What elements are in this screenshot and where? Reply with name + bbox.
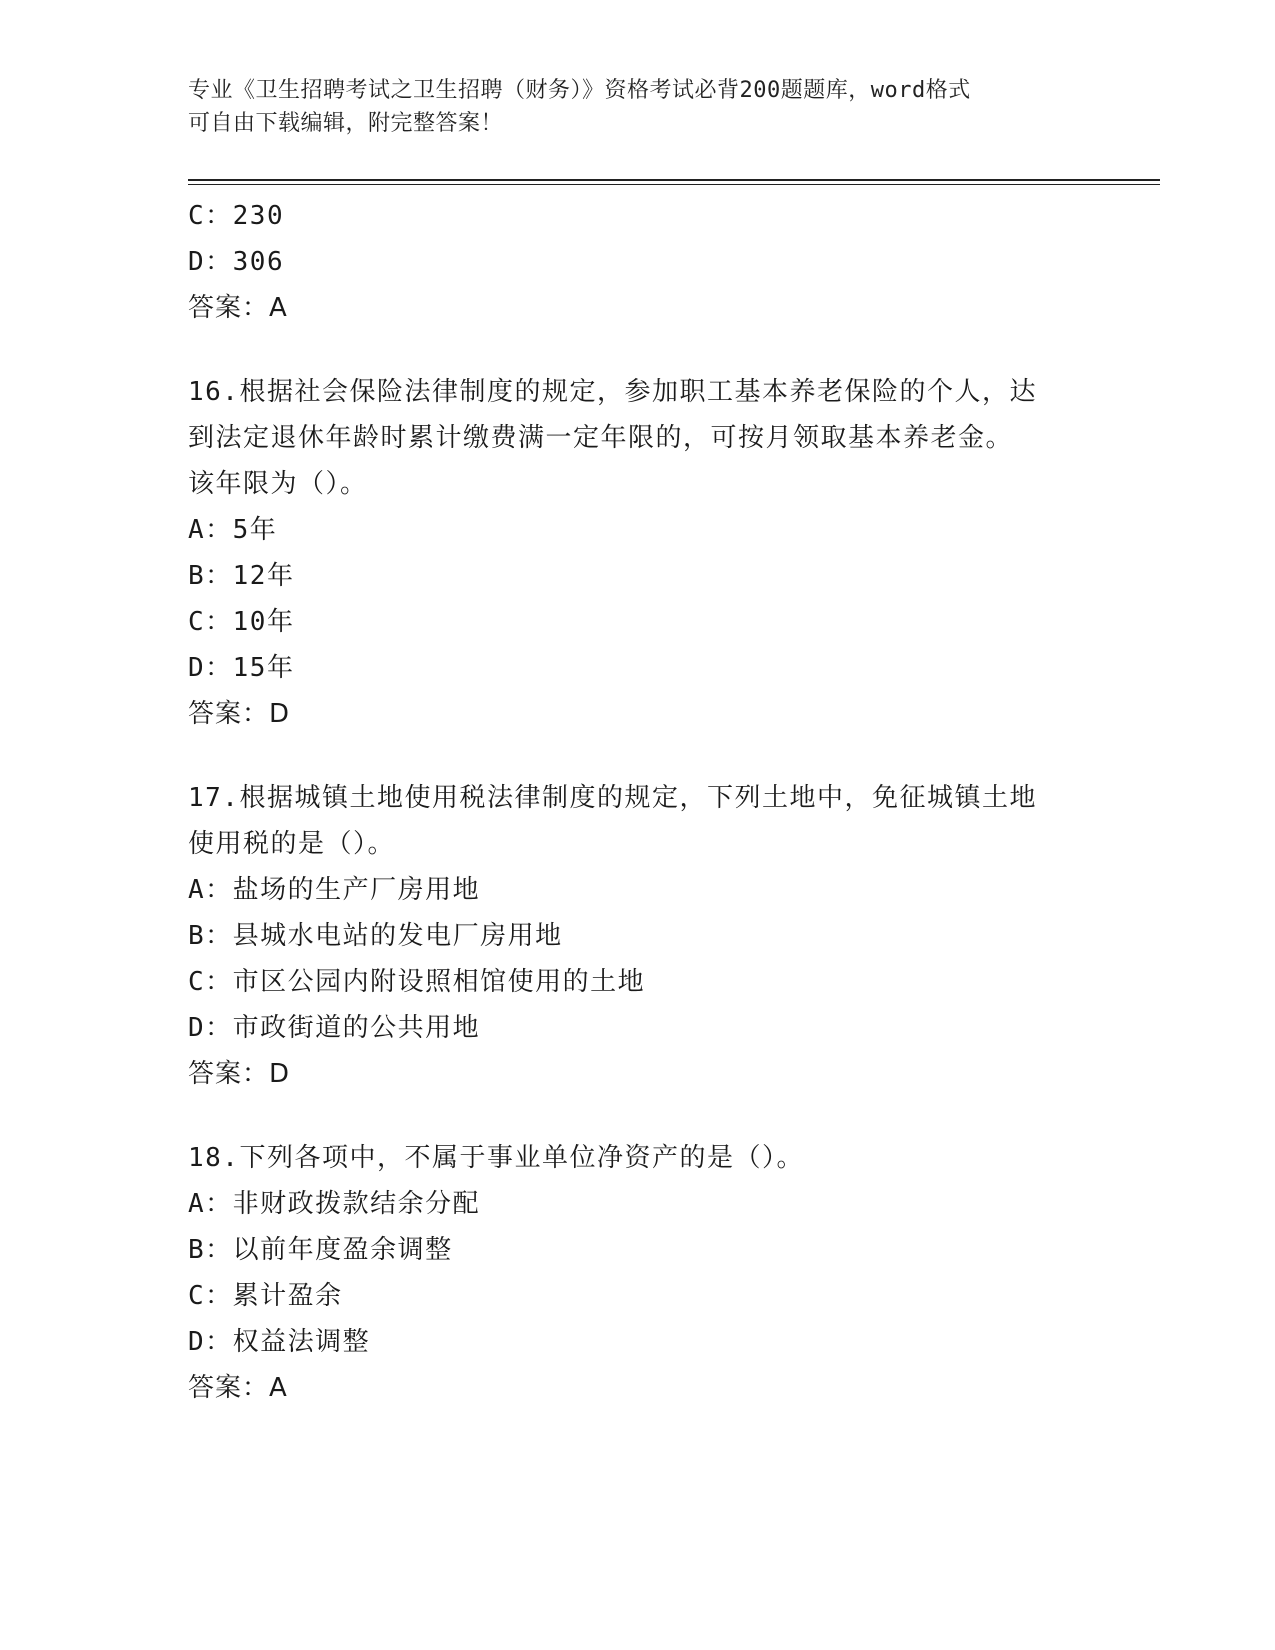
answer-line: 答案：D [188,1059,291,1089]
option-d: D：市政街道的公共用地 [188,1013,481,1043]
header-rule-thin [188,184,1160,185]
question-text-line: 到法定退休年龄时累计缴费满一定年限的，可按月领取基本养老金。 [188,423,1014,453]
question-text-line: 17.根据城镇土地使用税法律制度的规定，下列土地中，免征城镇土地 [188,783,1037,813]
question-16 [188,369,1108,737]
spacer [188,1097,1108,1135]
question-text-line: 使用税的是（）。 [188,829,396,859]
answer-line: 答案：A [188,293,288,323]
option-c: C：市区公园内附设照相馆使用的土地 [188,967,646,997]
answer-line: 答案：A [188,1373,288,1403]
option-c: C：累计盈余 [188,1281,343,1311]
option-d: D：306 [188,247,285,277]
document-header [188,74,1088,140]
header-line-2: 可自由下载编辑，附完整答案！ [188,111,504,136]
option-a: A：盐场的生产厂房用地 [188,875,481,905]
question-15-tail [188,193,1108,331]
spacer [188,331,1108,369]
option-a: A：非财政拨款结余分配 [188,1189,481,1219]
question-17 [188,775,1108,1097]
option-c: C：10年 [188,607,295,637]
option-a: A：5年 [188,515,278,545]
option-c: C：230 [188,201,285,231]
header-line-1: 专业《卫生招聘考试之卫生招聘（财务）》资格考试必背200题题库，word格式 [188,78,971,103]
question-text-line: 该年限为（）。 [188,469,368,499]
option-b: B：以前年度盈余调整 [188,1235,453,1265]
question-text-line: 18.下列各项中，不属于事业单位净资产的是（）。 [188,1143,804,1173]
option-b: B：12年 [188,561,295,591]
option-d: D：15年 [188,653,295,683]
header-rule-thick [188,179,1160,181]
option-b: B：县城水电站的发电厂房用地 [188,921,563,951]
spacer [188,737,1108,775]
question-text-line: 16.根据社会保险法律制度的规定，参加职工基本养老保险的个人，达 [188,377,1037,407]
question-18 [188,1135,1108,1411]
option-d: D：权益法调整 [188,1327,371,1357]
document-body [188,193,1108,1411]
answer-line: 答案：D [188,699,291,729]
